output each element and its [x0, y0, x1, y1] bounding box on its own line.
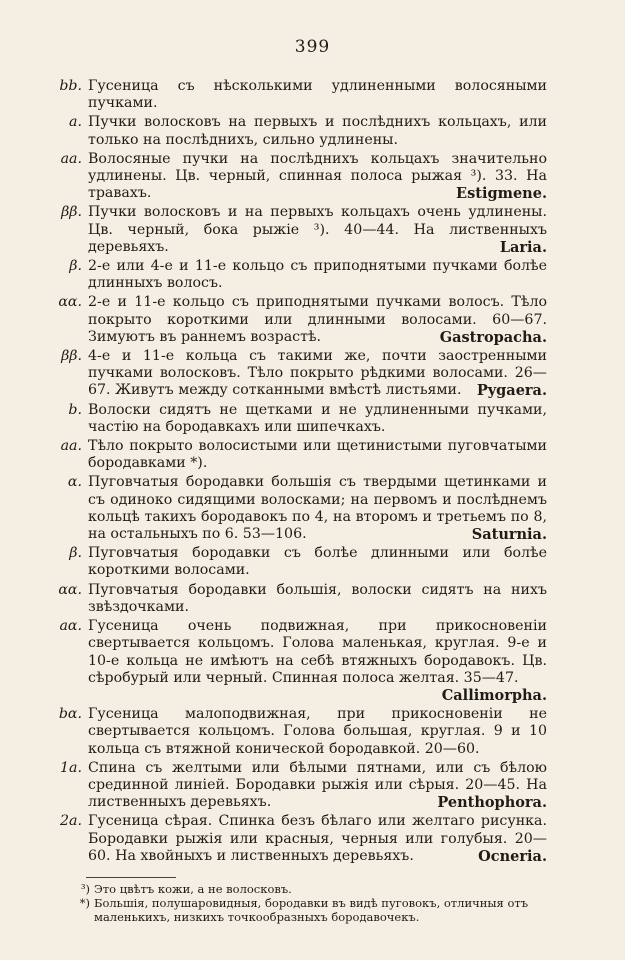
entry-body	[88, 151, 547, 203]
genus-name: Callimorpha.	[441, 686, 547, 704]
entry-key: aa.	[60, 150, 82, 167]
key-entry	[50, 760, 547, 812]
entry-text: Пуговчатыя бородавки съ болѣе длинными или болѣе короткими волосами.	[88, 545, 547, 579]
entry-text: Гусеница очень подвижная, при прикосновеніи свертывается кольцомъ. Голова маленькая, круглая. 9-е и 10-е кольца не имѣютъ на себѣ втяжныхъ бородавокъ. Цв. сѣробурый или черный. Спинная полоса желтая. 35—47.	[88, 618, 547, 686]
entry-key: b.	[68, 401, 82, 418]
entry-body	[88, 204, 547, 256]
entry-key: β.	[69, 545, 82, 562]
key-entry	[50, 204, 547, 256]
key-entry	[50, 114, 547, 148]
footnote-mark: *)	[79, 895, 90, 910]
footnote-mark: ³)	[80, 881, 90, 896]
key-entry	[50, 348, 547, 400]
entry-key: aα.	[59, 618, 82, 635]
entry-text: Тѣло покрыто волосистыми или щетинистыми пуговчатыми бородавками *).	[88, 438, 547, 472]
entry-text: 2-е или 4-е и 11-е кольцо съ приподнятыми пучками болѣе длинныхъ волосъ.	[88, 258, 547, 292]
entry-body	[88, 348, 547, 400]
footnote-text: Это цвѣтъ кожи, а не волосковъ.	[94, 881, 292, 896]
entry-key: a.	[69, 114, 82, 131]
footnotes	[50, 882, 547, 924]
entry-text: Пучки волосковъ на первыхъ и послѣднихъ кольцахъ, или только на послѣднихъ, сильно удлинены.	[88, 114, 547, 148]
entry-body	[88, 294, 547, 346]
entry-key: ββ.	[61, 204, 82, 221]
entry-body	[88, 438, 547, 472]
entry-text: Спина съ желтыми или бѣлыми пятнами, или съ бѣлою срединной линіей. Бородавки рыжія или сѣрыя. 20—45. На лиственныхъ деревьяхъ.	[88, 759, 547, 811]
genus-name: Pygaera.	[476, 382, 547, 400]
entry-key: αα.	[58, 294, 82, 311]
genus-name: Saturnia.	[471, 526, 547, 544]
genus-name: Penthophora.	[437, 794, 547, 812]
entry-body	[88, 706, 547, 758]
entry-text: Гусеница сѣрая. Спинка безъ бѣлаго или желтаго рисунка. Бородавки рыжія или красныя, черныя или голубыя. 20—60. На хвойныхъ и лиственныхъ деревьяхъ.	[88, 813, 547, 864]
entry-text: 2-е и 11-е кольцо съ приподнятыми пучками волосъ. Тѣло покрыто короткими или длинными волосами. 60—67. Зимуютъ въ раннемъ возрастѣ.	[88, 294, 547, 345]
key-entry	[50, 813, 547, 865]
key-entry	[50, 618, 547, 704]
genus-name: Laria.	[499, 238, 547, 256]
footnote	[50, 882, 547, 896]
footnote-text: Большія, полушаровидныя, бородавки въ видѣ пуговокъ, отличныя отъ маленькихъ, низкихъ точкообразныхъ бородавочекъ.	[94, 895, 529, 924]
key-entry	[50, 545, 547, 579]
entry-text: 4-е и 11-е кольца съ такими же, почти заостренными пучками волосковъ. Тѣло покрыто рѣдкими волосами. 26—67. Живутъ между сотканными вмѣстѣ листьями.	[88, 348, 547, 399]
key-entry	[50, 706, 547, 758]
entry-key: β.	[69, 258, 82, 275]
entry-key: ββ.	[61, 348, 82, 365]
entry-key: bα.	[58, 706, 82, 723]
entry-text: Пуговчатыя бородавки большія съ твердыми щетинками и съ одиноко сидящими волосками; на первомъ и послѣднемъ кольцѣ такихъ бородавокъ по 4, на второмъ и третьемъ по 8, на остальныхъ по 6. 53—106.	[88, 474, 547, 543]
page-number: 399	[294, 37, 331, 57]
genus-name: Ocneria.	[478, 847, 547, 865]
key-entry	[50, 402, 547, 436]
entry-text: Гусеница малоподвижная, при прикосновеніи не свертывается кольцомъ. Голова большая, круглая. 9 и 10 кольца съ втяжной конической бородавкой. 20—60.	[88, 706, 547, 757]
entry-text: Гусеница съ нѣсколькими удлиненными волосяными пучками.	[88, 78, 547, 112]
entry-body	[88, 114, 547, 148]
key-entry	[50, 151, 547, 203]
entry-text: Пуговчатыя бородавки большія, волоски сидятъ на нихъ звѣздочками.	[88, 581, 547, 615]
genus-name: Estigmene.	[456, 185, 547, 203]
entry-body	[88, 813, 547, 865]
entry-body	[88, 618, 547, 704]
entry-key: αα.	[58, 581, 82, 598]
entry-key: 1a.	[60, 759, 82, 776]
entry-body	[88, 474, 547, 543]
entry-body	[88, 258, 547, 292]
key-entry	[50, 258, 547, 292]
entry-body	[88, 582, 547, 616]
entry-text: Волоски сидятъ не щетками и не удлиненными пучками, частію на бородавкахъ или шипечкахъ.	[88, 401, 547, 435]
entry-body	[88, 78, 547, 112]
entry-key: aa.	[60, 438, 82, 455]
entry-text: Пучки волосковъ и на первыхъ кольцахъ очень удлинены. Цв. черный, бока рыжіе ³). 40—44. На лиственныхъ деревьяхъ.	[88, 204, 547, 255]
footnote-divider	[86, 877, 176, 878]
key-entry	[50, 474, 547, 543]
key-entry	[50, 438, 547, 472]
entry-body	[88, 545, 547, 579]
key-entries	[50, 78, 547, 865]
key-entry	[50, 294, 547, 346]
entry-key: bb.	[59, 78, 82, 94]
entry-key: 2a.	[60, 813, 82, 830]
entry-key: α.	[67, 474, 82, 491]
footnote	[50, 896, 547, 924]
entry-body	[88, 760, 547, 812]
genus-name: Gastropacha.	[439, 328, 547, 346]
entry-body	[88, 402, 547, 436]
entry-text: Волосяные пучки на послѣднихъ кольцахъ значительно удлинены. Цв. черный, спинная полоса рыжая ³). 33. На травахъ.	[88, 150, 547, 202]
key-entry	[50, 78, 547, 112]
key-entry	[50, 582, 547, 616]
